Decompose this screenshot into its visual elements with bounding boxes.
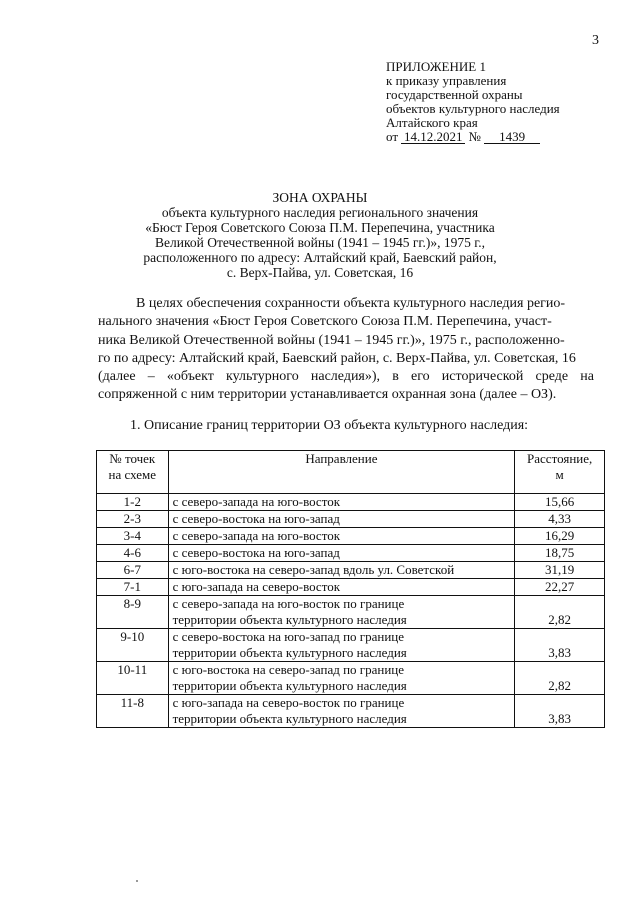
cell-direction [168,511,515,528]
direction-line: территории объекта культурного наследия [172,612,407,627]
table-row [97,545,605,562]
header-distance [515,451,605,494]
direction-line: территории объекта культурного наследия [172,711,407,726]
cell-direction [168,545,515,562]
direction-line: с юго-запада на северо-восток по границе [172,695,405,710]
direction-line: территории объекта культурного наследия [172,678,407,693]
appendix-title: ПРИЛОЖЕНИЕ 1 [386,59,486,74]
heading-line: расположенного по адресу: Алтайский край, Баевский район, [143,250,497,265]
cell-points: 11-8 [97,695,169,728]
cell-distance: 15,66 [515,494,605,511]
direction-line: с северо-запада на юго-восток по границе [172,596,405,611]
header-distance-line: м [555,467,564,482]
cell-direction [168,629,515,662]
header-points-line: № точек [109,451,156,466]
direction-line: территории объекта культурного наследия [172,645,407,660]
cell-points: 8-9 [97,596,169,629]
direction-line: с юго-востока на северо-запад вдоль ул. Советской [172,562,455,577]
appendix-line: объектов культурного наследия [386,101,560,116]
direction-line: с северо-запада на юго-восток [172,528,341,543]
cell-direction [168,596,515,629]
order-number: 1439 [484,130,540,144]
header-points-line: на схеме [108,467,157,482]
cell-points: 2-3 [97,511,169,528]
intro-line: сопряженной с ним территории устанавливается охранная зона (далее – ОЗ). [98,387,557,403]
cell-points: 4-6 [97,545,169,562]
table-row [97,596,605,629]
number-label: № [468,129,481,144]
order-date: 14.12.2021 [401,130,465,144]
cell-direction [168,494,515,511]
cell-points: 10-11 [97,662,169,695]
table-row [97,511,605,528]
page-number: 3 [592,33,599,48]
table-row [97,562,605,579]
appendix-line: к приказу управления [386,73,507,88]
direction-line: с юго-востока на северо-запад по границе [172,662,405,677]
heading-line: ЗОНА ОХРАНЫ [272,190,368,205]
cell-distance: 2,82 [515,596,605,629]
table-row [97,579,605,596]
appendix-block [386,60,560,144]
cell-direction [168,695,515,728]
section-title: 1. Описание границ территории ОЗ объекта культурного наследия: [130,418,529,433]
order-date-number [386,130,560,144]
boundary-table [96,450,605,728]
intro-line: В целях обеспечения сохранности объекта культурного наследия регио- [136,296,566,311]
appendix-line: Алтайского края [386,115,478,130]
cell-points: 6-7 [97,562,169,579]
intro-line: нального значения «Бюст Героя Советского Союза П.М. Перепечина, участ- [98,314,552,330]
intro-paragraph [98,295,594,405]
direction-line: с северо-востока на юго-запад [172,545,340,560]
intro-line: (далее – «объект культурного наследия»), в его исторической среде на [98,369,594,385]
cell-points: 7-1 [97,579,169,596]
cell-distance: 16,29 [515,528,605,545]
cell-points: 3-4 [97,528,169,545]
cell-direction [168,528,515,545]
appendix-line: государственной охраны [386,87,523,102]
document-heading [120,190,520,280]
intro-line: ника Великой Отечественной войны (1941 – 1945 гг.)», 1975 г., расположенно- [98,332,565,348]
cell-direction [168,579,515,596]
header-distance-line: Расстояние, [527,451,593,466]
header-points [97,451,169,494]
intro-line: го по адресу: Алтайский край, Баевский район, с. Верх-Пайва, ул. Советская, 16 [98,350,576,366]
heading-line: с. Верх-Пайва, ул. Советская, 16 [226,265,414,280]
cell-direction [168,562,515,579]
heading-line: объекта культурного наследия регионального значения [161,205,479,220]
table-row [97,494,605,511]
cell-distance: 4,33 [515,511,605,528]
cell-distance: 2,82 [515,662,605,695]
cell-distance: 3,83 [515,695,605,728]
direction-line: с северо-востока на юго-запад [172,511,340,526]
cell-direction [168,662,515,695]
cell-distance: 3,83 [515,629,605,662]
cell-distance: 22,27 [515,579,605,596]
direction-line: с юго-запада на северо-восток [172,579,341,594]
heading-line: «Бюст Героя Советского Союза П.М. Перепечина, участника [145,220,495,235]
table-row [97,629,605,662]
table-header-row [97,451,605,494]
table-row [97,662,605,695]
direction-line: с северо-запада на юго-восток [172,494,341,509]
table-row [97,528,605,545]
cell-distance: 31,19 [515,562,605,579]
header-direction: Направление [168,451,515,494]
cell-points: 9-10 [97,629,169,662]
from-label: от [386,129,399,144]
table-row [97,695,605,728]
scan-speck [136,880,138,882]
cell-distance: 18,75 [515,545,605,562]
direction-line: с северо-востока на юго-запад по границе [172,629,405,644]
cell-points: 1-2 [97,494,169,511]
heading-line: Великой Отечественной войны (1941 – 1945 гг.)», 1975 г., [155,235,485,250]
